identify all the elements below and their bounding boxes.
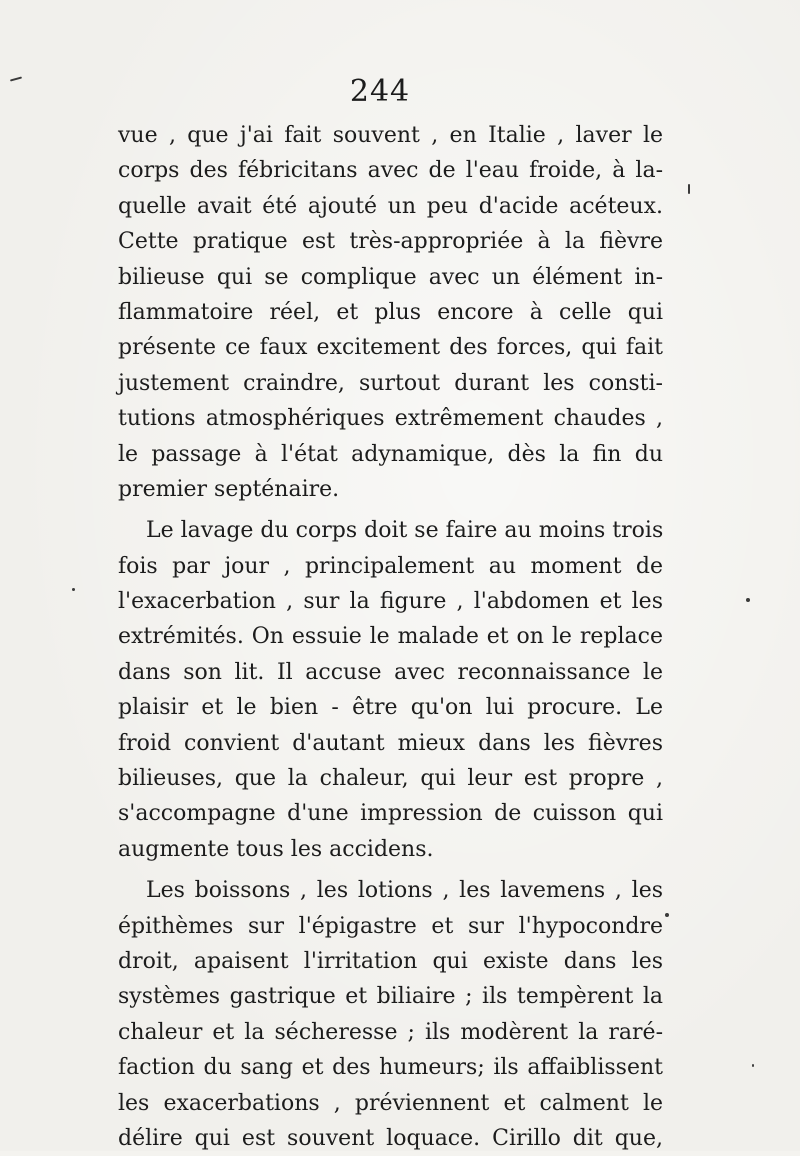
text-line: augmente tous les accidens. xyxy=(118,836,434,862)
text-line: dans son lit. Il accuse avec reconnaissance le xyxy=(118,659,663,685)
text-line: quelle avait été ajouté un peu d'acide acéteux. xyxy=(118,193,663,219)
text-line: présente ce faux excitement des forces, qui fait xyxy=(118,335,663,361)
text-line: bilieuse qui se complique avec un élément in- xyxy=(118,264,663,290)
text-line: s'accompagne d'une impression de cuisson qui xyxy=(118,801,663,827)
text-line: Cette pratique est très-appropriée à la fièvre xyxy=(118,229,663,255)
text-line: froid convient d'autant mieux dans les fièvres xyxy=(118,730,663,756)
text-line: corps des fébricitans avec de l'eau froide, à la- xyxy=(118,158,663,184)
text-line: bilieuses, que la chaleur, qui leur est propre , xyxy=(118,766,663,792)
text-line: faction du sang et des humeurs; ils affaiblissent xyxy=(118,1055,663,1081)
text-line: justement craindre, surtout durant les consti- xyxy=(118,370,663,396)
text-line: extrémités. On essuie le malade et on le replace xyxy=(118,624,663,650)
text-line: systèmes gastrique et biliaire ; ils tempèrent la xyxy=(118,984,663,1010)
text-line: vue , que j'ai fait souvent , en Italie , laver le xyxy=(118,123,663,148)
text-line: premier septénaire. xyxy=(118,476,340,502)
text-line: plaisir et le bien - être qu'on lui procure. Le xyxy=(118,695,663,721)
text-line: le passage à l'état adynamique, dès la fin du xyxy=(118,441,663,467)
text-line: droit, apaisent l'irritation qui existe dans les xyxy=(118,948,663,974)
paragraph xyxy=(118,118,663,507)
text-line: les exacerbations , préviennent et calment le xyxy=(118,1090,663,1116)
text-line: l'exacerbation , sur la figure , l'abdomen et les xyxy=(118,589,663,615)
page-number: 244 xyxy=(349,74,411,109)
text-line: fois par jour , principalement au moment de xyxy=(118,553,663,579)
text-line: flammatoire réel, et plus encore à celle qui xyxy=(118,299,663,325)
paragraph xyxy=(118,513,663,867)
text-line: délire qui est souvent loquace. Cirillo dit que, xyxy=(118,1125,663,1151)
paragraph xyxy=(118,873,663,1156)
body-text xyxy=(118,118,663,1156)
text-line: épithèmes sur l'épigastre et sur l'hypocondre xyxy=(118,913,663,939)
text-line: chaleur et la sécheresse ; ils modèrent la raré- xyxy=(118,1019,663,1045)
text-line: Le lavage du corps doit se faire au moins trois xyxy=(146,518,664,544)
text-line: Les boissons , les lotions , les lavemens , les xyxy=(146,878,663,904)
text-line: tutions atmosphériques extrêmement chaudes , xyxy=(118,406,663,432)
